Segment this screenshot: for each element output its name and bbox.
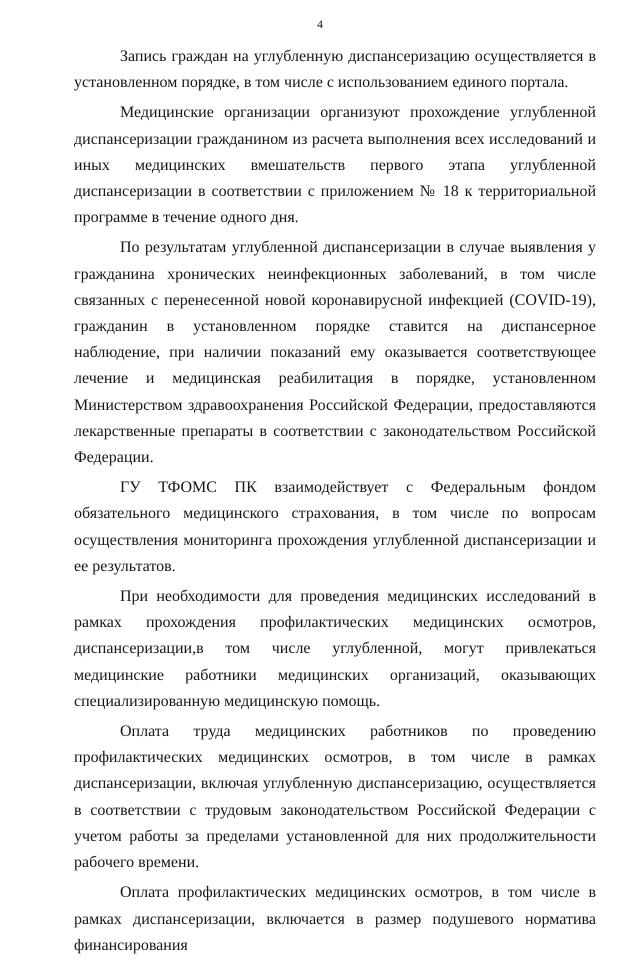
paragraph-labor-payment: Оплата труда медицинских работников по проведению профилактических медицинских осмотров, в том числе в рамках диспансеризации, включая углубленную диспансеризацию, осуществляется в соответствии с трудовым законодательством Российской Федерации с учетом работы за пределами установленной для них продолжительности рабочего времени. — [74, 723, 596, 872]
paragraph-registration: Запись граждан на углубленную диспансеризацию осуществляется в установленном порядке, в том числе с использованием единого портала. — [74, 48, 596, 92]
page-number: 4 — [317, 17, 323, 31]
paragraph-interaction: ГУ ТФОМС ПК взаимодействует с Федеральным фондом обязательного медицинского страхования, в том числе по вопросам осуществления мониторинга прохождения углубленной диспансеризации и ее результатов. — [74, 479, 596, 575]
paragraph-results: По результатам углубленной диспансеризации в случае выявления у гражданина хронических неинфекционных заболеваний, в том числе связанных с перенесенной новой коронавирусной инфекцией (COVID-19), гражданин в установленном порядке ставится на диспансерное наблюдение, при наличии показаний ему оказывается соответствующее лечение и медицинская реабилитация в порядке, установленном Министерством здравоохранения Российской Федерации, предоставляются лекарственные препараты в соответствии с законодательством Российской Федерации. — [74, 239, 596, 467]
document-body — [74, 44, 596, 963]
paragraph-specialists: При необходимости для проведения медицинских исследований в рамках прохождения профилактических медицинских осмотров, диспансеризации,в том числе углубленной, могут привлекаться медицинские работники медицинских организаций, оказывающих специализированную медицинскую помощь. — [74, 588, 596, 710]
paragraph-organization: Медицинские организации организуют прохождение углубленной диспансеризации гражданином из расчета выполнения всех исследований и иных медицинских вмешательств первого этапа углубленной диспансеризации в соответствии с приложением № 18 к территориальной программе в течение одного дня. — [74, 104, 596, 227]
paragraph-exam-payment: Оплата профилактических медицинских осмотров, в том числе в рамках диспансеризации, включается в размер подушевого норматива финансирования — [74, 884, 596, 954]
